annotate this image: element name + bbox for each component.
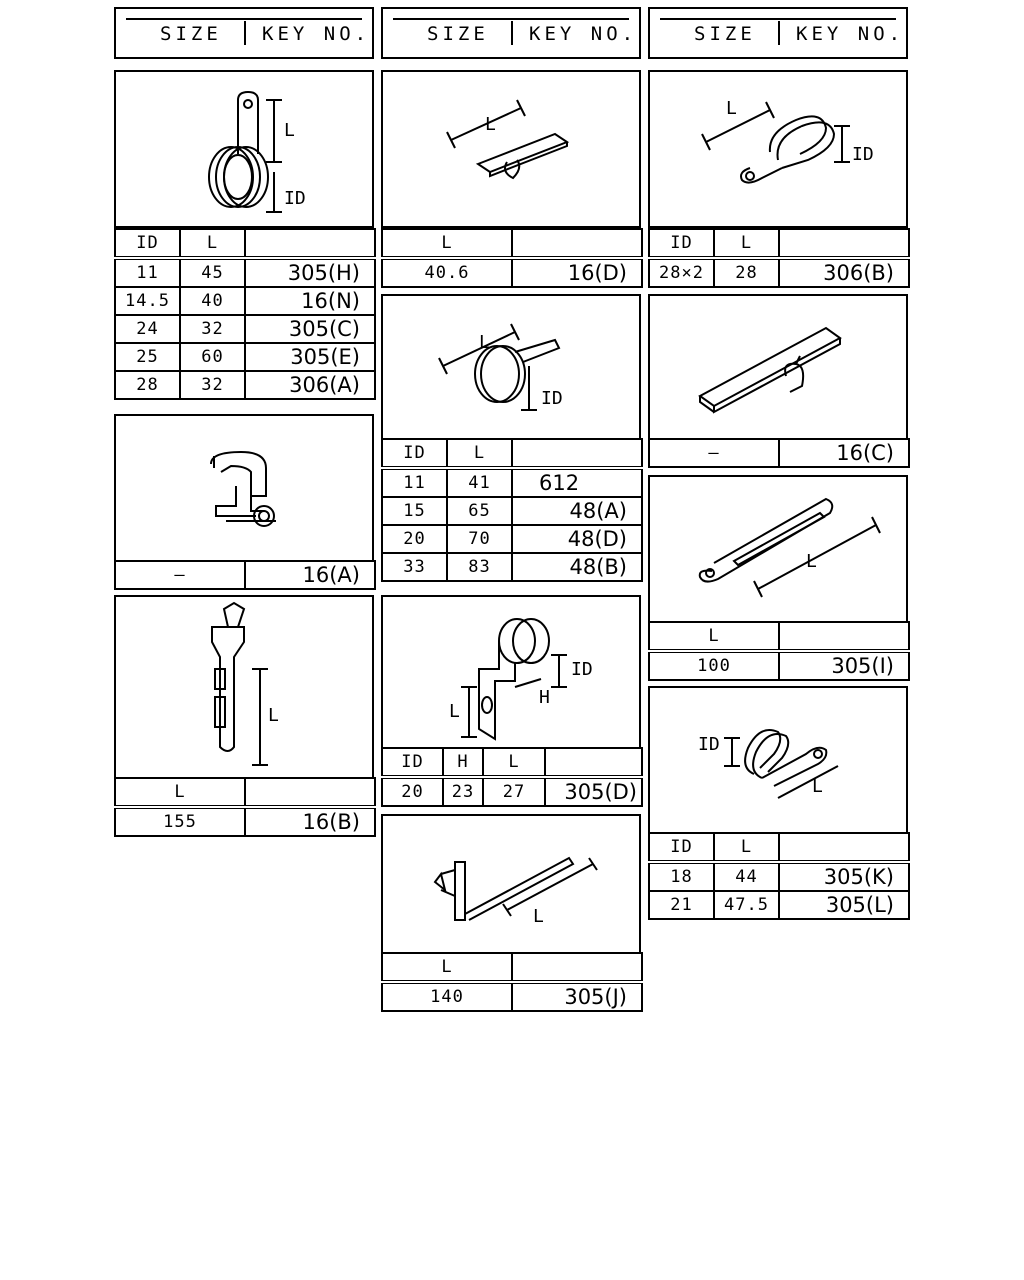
table-row: 100 305(I) [649, 651, 909, 680]
col-l-header: L [447, 439, 512, 468]
col-h-header: H [443, 748, 483, 777]
key-number: 306(B) [779, 258, 909, 287]
dim-l-label: L [268, 705, 279, 726]
col-l-header: L [714, 833, 779, 862]
dim-l-label: L [479, 332, 490, 353]
dim-l-label: L [449, 701, 460, 722]
dim-id-label: ID [541, 388, 563, 409]
table-row [115, 561, 375, 589]
dim-l-label: L [284, 120, 295, 141]
size-heading: SIZE [160, 23, 222, 45]
key-number: 305(E) [245, 343, 375, 371]
part-snap-clip-diagram [114, 414, 374, 562]
table-row [649, 439, 909, 467]
part-clamp-band-diagram [114, 70, 374, 228]
part-double-loop-clamp-diagram [648, 70, 908, 228]
part-clamp-band-table [114, 228, 376, 400]
table-row: 40.6 16(D) [382, 258, 642, 287]
key-number: 305(H) [245, 258, 375, 287]
dim-id-label: ID [284, 188, 306, 209]
key-number: 48(D) [512, 525, 642, 553]
col-key-header [245, 229, 375, 258]
key-number: 16(A) [245, 561, 375, 589]
strap-clip-illustration [650, 296, 906, 438]
table-row: 11 45 305(H) [115, 258, 375, 287]
part-loop-clip-diagram [648, 686, 908, 834]
col-id-header: ID [649, 833, 714, 862]
col-key-header [779, 622, 909, 651]
snap-clip-illustration [116, 416, 372, 560]
part-ring-clamp-table [381, 438, 643, 582]
key-number: 16(D) [512, 258, 642, 287]
key-number: 16(N) [245, 287, 375, 315]
dim-l-label: L [812, 776, 823, 797]
part-p-clamp-diagram [381, 595, 641, 749]
col-l-header: L [483, 748, 545, 777]
dim-h-label: H [539, 687, 550, 708]
size-heading: SIZE [694, 23, 756, 45]
dim-l-label: L [806, 551, 817, 572]
header-col-3 [648, 7, 908, 59]
col-l-header: L [649, 622, 779, 651]
col-l-header: L [382, 953, 512, 982]
part-loop-clip-table [648, 832, 910, 920]
key-number: 305(D) [545, 777, 642, 806]
part-slotted-strap-diagram [648, 475, 908, 623]
ring-clamp-illustration [383, 296, 639, 438]
key-number: 612 [512, 468, 642, 497]
table-row: 21 47.5 305(L) [649, 891, 909, 919]
part-flat-strap-diagram [381, 70, 641, 228]
key-number: 305(I) [779, 651, 909, 680]
size-value: — [649, 439, 779, 467]
key-number: 48(A) [512, 497, 642, 525]
table-row: 20 70 48(D) [382, 525, 642, 553]
table-row: 28×2 28 306(B) [649, 258, 909, 287]
dim-l-label: L [485, 114, 496, 135]
part-ring-clamp-diagram [381, 294, 641, 440]
size-value: — [115, 561, 245, 589]
table-row: 15 65 48(A) [382, 497, 642, 525]
col-key-header [512, 953, 642, 982]
part-rod-rivet-diagram [381, 814, 641, 954]
key-number: 305(J) [512, 982, 642, 1011]
key-number: 16(B) [245, 807, 375, 836]
part-strap-clip-diagram [648, 294, 908, 440]
flat-strap-illustration [383, 72, 639, 226]
part-snap-clip-table [114, 560, 376, 590]
key-no-heading: KEY NO. [262, 23, 371, 45]
part-double-loop-clamp-table [648, 228, 910, 288]
part-p-clamp-table [381, 747, 643, 807]
part-flat-strap-table [381, 228, 643, 288]
clamp-band-illustration [116, 72, 372, 226]
table-row: 25 60 305(E) [115, 343, 375, 371]
key-number: 305(K) [779, 862, 909, 891]
rod-rivet-illustration [383, 816, 639, 952]
table-row: 28 32 306(A) [115, 371, 375, 399]
col-key-header [779, 833, 909, 862]
loop-clip-illustration [650, 688, 906, 832]
table-row: 155 16(B) [115, 807, 375, 836]
key-number: 305(C) [245, 315, 375, 343]
part-rod-rivet-table [381, 952, 643, 1012]
header-col-2 [381, 7, 641, 59]
strap-rivet-illustration [116, 597, 372, 777]
col-id-header: ID [115, 229, 180, 258]
table-row: 140 305(J) [382, 982, 642, 1011]
col-l-header: L [115, 778, 245, 807]
col-key-header [245, 778, 375, 807]
part-strap-rivet-diagram [114, 595, 374, 779]
key-number: 16(C) [779, 439, 909, 467]
slotted-strap-illustration [650, 477, 906, 621]
table-row: 11 41 612 [382, 468, 642, 497]
part-slotted-strap-table [648, 621, 910, 681]
dim-l-label: L [533, 906, 544, 927]
table-row: 20 23 27 305(D) [382, 777, 642, 806]
part-strap-rivet-table [114, 777, 376, 837]
table-row: 33 83 48(B) [382, 553, 642, 581]
table-row: 18 44 305(K) [649, 862, 909, 891]
col-key-header [545, 748, 642, 777]
col-l-header: L [714, 229, 779, 258]
key-no-heading: KEY NO. [529, 23, 638, 45]
part-strap-clip-table [648, 438, 910, 468]
dim-id-label: ID [571, 659, 593, 680]
col-id-header: ID [382, 439, 447, 468]
table-row: 24 32 305(C) [115, 315, 375, 343]
dim-id-label: ID [698, 734, 720, 755]
table-row: 14.5 40 16(N) [115, 287, 375, 315]
dim-l-label: L [726, 98, 737, 119]
size-heading: SIZE [427, 23, 489, 45]
key-number: 48(B) [512, 553, 642, 581]
key-number: 305(L) [779, 891, 909, 919]
col-key-header [512, 229, 642, 258]
col-key-header [512, 439, 642, 468]
col-id-header: ID [382, 748, 443, 777]
key-no-heading: KEY NO. [796, 23, 905, 45]
col-id-header: ID [649, 229, 714, 258]
col-key-header [779, 229, 909, 258]
dim-id-label: ID [852, 144, 874, 165]
p-clamp-illustration [383, 597, 639, 747]
header-col-1 [114, 7, 374, 59]
col-l-header: L [180, 229, 245, 258]
key-number: 306(A) [245, 371, 375, 399]
col-l-header: L [382, 229, 512, 258]
